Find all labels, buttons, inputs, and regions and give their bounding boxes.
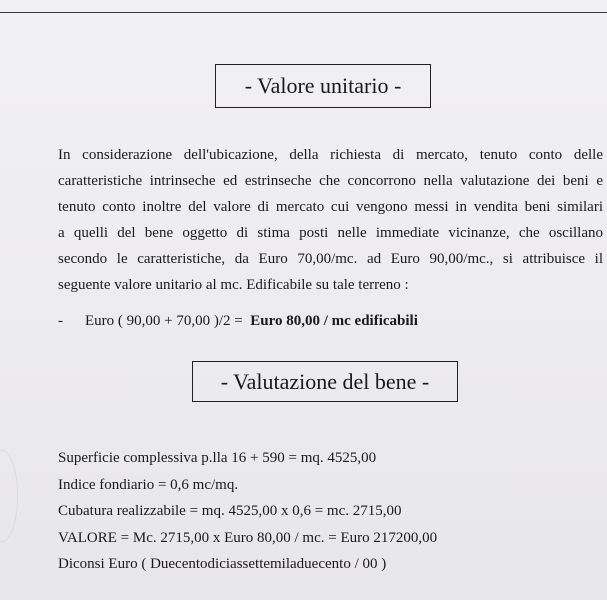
surface-line: Superficie complessiva p.lla 16 + 590 = mq. 4525,00 xyxy=(58,450,377,466)
calculation-formula: Euro ( 90,00 + 70,00 )/2 = xyxy=(85,313,243,329)
section-title-text: - Valore unitario - xyxy=(244,73,402,98)
index-line: Indice fondiario = 0,6 mc/mq. xyxy=(58,476,239,493)
paragraph-line: a quelli del bene oggetto di stima posti nelle immediate vicinanze, che oscillano xyxy=(58,225,603,241)
top-rule-line xyxy=(0,12,607,13)
page-edge-mark xyxy=(0,450,18,542)
amount-in-words-line: Diconsi Euro ( Duecentodiciassettemiladuecento / 00 ) xyxy=(58,556,387,572)
paragraph-line: seguente valore unitario al mc. Edificabile su tale terreno : xyxy=(58,277,409,293)
paragraph-line: tenuto conto inoltre del valore di mercato cui vengono messi in vendita beni similari xyxy=(58,199,603,215)
paragraph-line: secondo le caratteristiche, da Euro 70,00/mc. ad Euro 90,00/mc., si attribuisce il xyxy=(58,251,603,267)
volume-line: Cubatura realizzabile = mq. 4525,00 x 0,6 = mc. 2715,00 xyxy=(58,503,402,519)
paragraph-line: caratteristiche intrinseche ed estrinseche che concorrono nella valutazione dei beni e xyxy=(58,173,603,189)
section-title-valore-unitario xyxy=(215,64,431,108)
calculation-result: Euro 80,00 / mc edificabili xyxy=(250,313,418,329)
unit-value-calculation xyxy=(58,308,418,334)
valuation-paragraph xyxy=(58,142,603,298)
paragraph-line: In considerazione dell'ubicazione, della richiesta di mercato, tenuto conto delle xyxy=(58,147,603,163)
valuation-lines xyxy=(58,445,437,578)
list-dash: - xyxy=(58,313,63,329)
value-line: VALORE = Mc. 2715,00 x Euro 80,00 / mc. = Euro 217200,00 xyxy=(58,529,438,546)
section-title-text: - Valutazione del bene - xyxy=(220,368,430,394)
section-title-valutazione-bene xyxy=(192,361,458,402)
